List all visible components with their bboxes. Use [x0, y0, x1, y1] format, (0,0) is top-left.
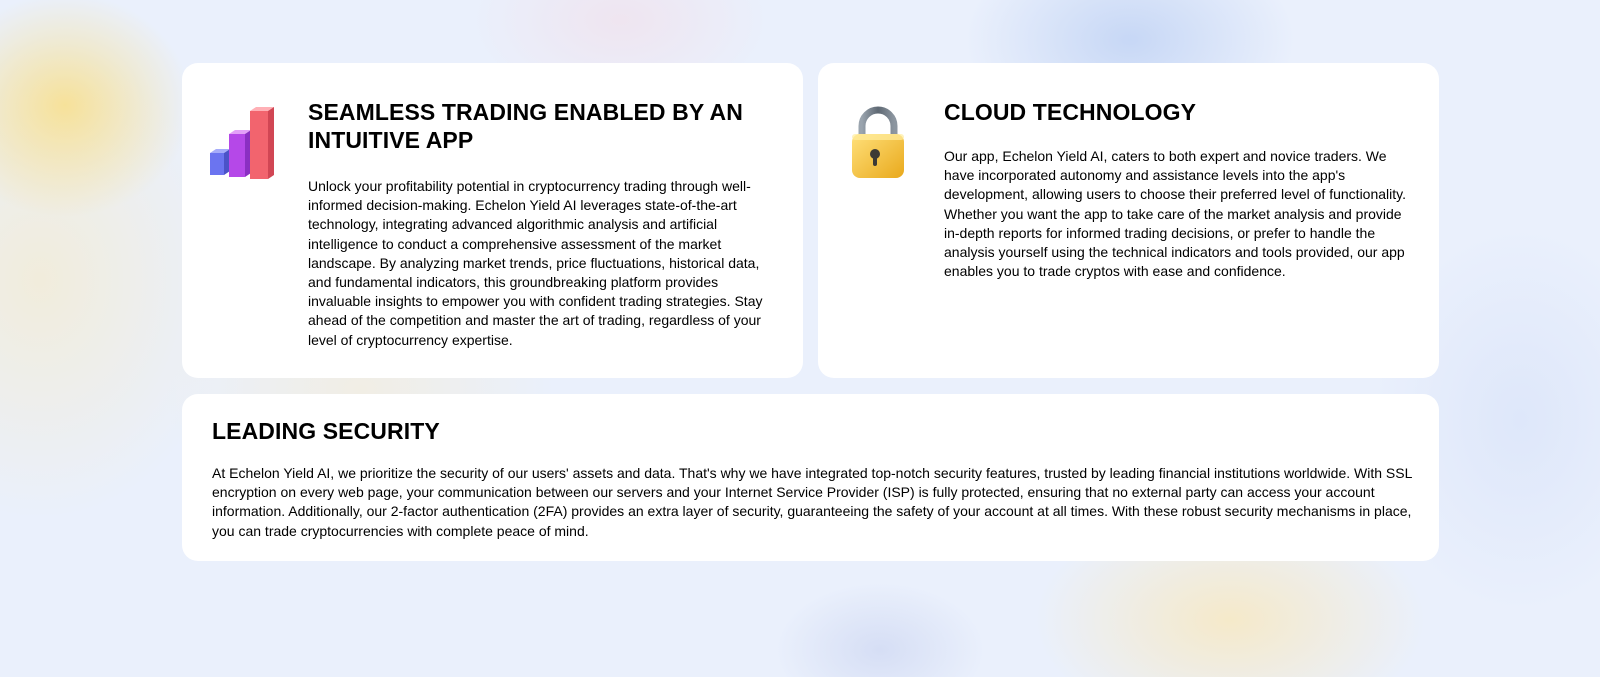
- feature-card-leading-security: [182, 394, 1439, 561]
- feature-card-seamless-trading: [182, 63, 803, 378]
- feature-card-cloud-technology: [818, 63, 1439, 378]
- bar-chart-icon: [210, 105, 278, 183]
- feature-description: Unlock your profitability potential in cryptocurrency trading through well-informed decision-making. Echelon Yield AI leverages state-of-the-art technology, integrating advanced algorithmic analysis and artificial intelligence to conduct a comprehensive assessment of the market landscape. By analyzing market trends, price fluctuations, historical data, and fundamental indicators, this groundbreaking platform provides invaluable insights to empower you with confident trading strategies. Stay ahead of the competition and master the art of trading, regardless of your level of cryptocurrency expertise.: [308, 178, 763, 348]
- feature-title: LEADING SECURITY: [212, 418, 440, 444]
- feature-description: At Echelon Yield AI, we prioritize the security of our users' assets and data. That's why we have integrated top-notch security features, trusted by leading financial institutions worldwide. With SSL encryption on every web page, your communication between our servers and your Internet Service Provider (ISP) is fully protected, ensuring that no external party can access your account information. Additionally, our 2-factor authentication (2FA) provides an extra layer of security, guaranteeing the safety of your account at all times. With these robust security mechanisms in place, you can trade cryptocurrencies with complete peace of mind.: [212, 465, 1412, 539]
- feature-description: Our app, Echelon Yield AI, caters to both expert and novice traders. We have incorporated autonomy and assistance levels into the app's development, allowing users to choose their preferred level of functionality. Whether you want the app to take care of the market analysis and provide in-depth reports for informed trading decisions, or prefer to handle the analysis yourself using the technical indicators and tools provided, our app enables you to trade cryptos with ease and confidence.: [944, 148, 1406, 280]
- feature-title: CLOUD TECHNOLOGY: [944, 99, 1197, 125]
- padlock-icon: [850, 104, 906, 180]
- feature-title: SEAMLESS TRADING ENABLED BY AN INTUITIVE APP: [308, 99, 743, 153]
